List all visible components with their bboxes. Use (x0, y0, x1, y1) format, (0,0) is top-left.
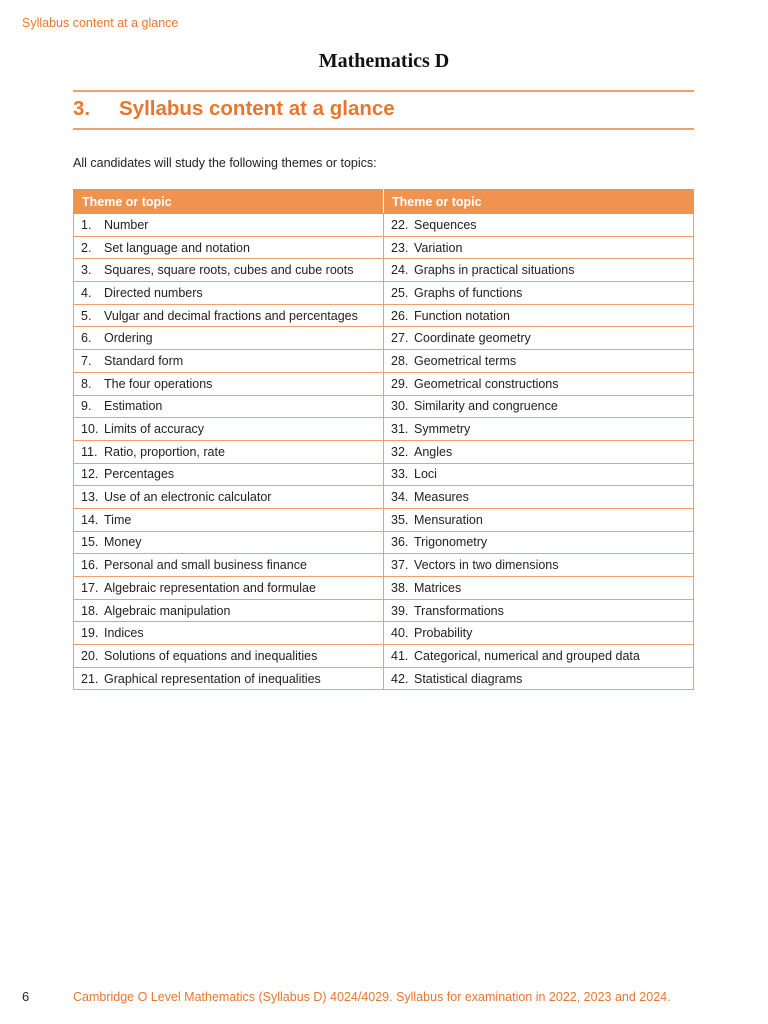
table-header-row (74, 190, 694, 214)
topic-number: 30. (391, 399, 409, 414)
page-number: 6 (22, 989, 30, 1004)
document-title: Mathematics D (318, 50, 450, 72)
topic-text: Measures (414, 490, 469, 505)
topic-text: Angles (414, 444, 453, 459)
topic-number: 12. (81, 467, 99, 482)
table-row (74, 304, 694, 327)
topic-number: 38. (391, 580, 409, 595)
table-row (74, 395, 694, 418)
topic-number: 1. (81, 217, 92, 232)
topic-cell-left (74, 418, 384, 441)
topic-cell-left (74, 486, 384, 509)
topic-text: Similarity and congruence (414, 399, 558, 414)
table-row (74, 327, 694, 350)
topic-cell-left (74, 259, 384, 282)
topic-cell-right (384, 282, 694, 305)
topic-number: 19. (81, 626, 99, 641)
topic-text: Standard form (104, 353, 184, 368)
topic-cell-left (74, 236, 384, 259)
topic-number: 15. (81, 535, 99, 550)
table-row (74, 667, 694, 690)
topic-cell-left (74, 577, 384, 600)
topic-cell-left (74, 645, 384, 668)
topic-cell-left (74, 282, 384, 305)
topic-text: Loci (414, 467, 437, 482)
topic-cell-left (74, 531, 384, 554)
topic-number: 4. (81, 285, 92, 300)
topic-number: 28. (391, 353, 409, 368)
topic-cell-right (384, 531, 694, 554)
topic-cell-left (74, 622, 384, 645)
topic-cell-left (74, 304, 384, 327)
intro-text: All candidates will study the following themes or topics: (73, 156, 377, 170)
topics-table (73, 189, 694, 690)
topic-text: Algebraic representation and formulae (104, 580, 316, 595)
table-row (74, 372, 694, 395)
topic-number: 13. (81, 490, 99, 505)
topic-number: 35. (391, 512, 409, 527)
topic-text: The four operations (104, 376, 213, 391)
table-row (74, 599, 694, 622)
running-header: Syllabus content at a glance (22, 16, 179, 30)
topic-cell-right (384, 645, 694, 668)
topic-text: Ratio, proportion, rate (104, 444, 225, 459)
table-row (74, 645, 694, 668)
topic-number: 27. (391, 331, 409, 346)
heading-bottom-rule (73, 128, 694, 130)
topic-number: 6. (81, 331, 92, 346)
topic-cell-right (384, 622, 694, 645)
topic-cell-left (74, 554, 384, 577)
table-row (74, 486, 694, 509)
topic-text: Number (104, 217, 149, 232)
table-row (74, 259, 694, 282)
topic-cell-left (74, 214, 384, 237)
topic-number: 22. (391, 217, 409, 232)
topic-number: 24. (391, 263, 409, 278)
topic-number: 34. (391, 490, 409, 505)
topic-cell-left (74, 667, 384, 690)
column-header-left: Theme or topic (74, 190, 384, 214)
topic-text: Vulgar and decimal fractions and percentages (104, 308, 358, 323)
topic-cell-right (384, 372, 694, 395)
topic-number: 14. (81, 512, 99, 527)
topic-number: 16. (81, 558, 99, 573)
section-heading (73, 97, 395, 121)
topic-number: 23. (391, 240, 409, 255)
topic-number: 39. (391, 603, 409, 618)
topic-cell-right (384, 259, 694, 282)
table-row (74, 622, 694, 645)
table-row (74, 577, 694, 600)
topic-number: 11. (81, 444, 98, 459)
heading-top-rule (73, 90, 694, 92)
topic-cell-right (384, 599, 694, 622)
topic-number: 42. (391, 671, 409, 686)
topic-text: Solutions of equations and inequalities (104, 648, 318, 663)
topic-text: Graphical representation of inequalities (104, 671, 321, 686)
topic-text: Algebraic manipulation (104, 603, 231, 618)
topic-number: 36. (391, 535, 409, 550)
topic-text: Trigonometry (414, 535, 488, 550)
topic-text: Categorical, numerical and grouped data (414, 648, 640, 663)
topic-text: Percentages (104, 467, 175, 482)
topic-cell-right (384, 463, 694, 486)
topic-cell-right (384, 554, 694, 577)
topic-text: Limits of accuracy (104, 422, 205, 437)
table-row (74, 531, 694, 554)
topic-number: 3. (81, 263, 92, 278)
topic-cell-left (74, 599, 384, 622)
topic-cell-right (384, 577, 694, 600)
table-row (74, 440, 694, 463)
topic-cell-right (384, 350, 694, 373)
topic-text: Use of an electronic calculator (104, 490, 272, 505)
topic-number: 20. (81, 648, 99, 663)
topic-number: 2. (81, 240, 92, 255)
topic-text: Function notation (414, 308, 510, 323)
topic-cell-left (74, 508, 384, 531)
table-body (74, 214, 694, 690)
topic-text: Money (104, 535, 142, 550)
topic-text: Matrices (414, 580, 462, 595)
table-row (74, 508, 694, 531)
topic-text: Geometrical constructions (414, 376, 559, 391)
topic-number: 17. (81, 580, 99, 595)
topic-number: 33. (391, 467, 409, 482)
topic-number: 31. (391, 422, 409, 437)
table-row (74, 554, 694, 577)
topic-text: Graphs in practical situations (414, 263, 575, 278)
topic-cell-left (74, 372, 384, 395)
topic-cell-right (384, 667, 694, 690)
topic-number: 25. (391, 285, 409, 300)
topic-text: Geometrical terms (414, 353, 517, 368)
topic-text: Personal and small business finance (104, 558, 307, 573)
topic-text: Indices (104, 626, 144, 641)
topic-text: Probability (414, 626, 473, 641)
section-number: 3. (73, 97, 91, 120)
topic-cell-right (384, 440, 694, 463)
topic-number: 37. (391, 558, 409, 573)
topic-cell-left (74, 395, 384, 418)
topic-cell-right (384, 508, 694, 531)
topic-text: Vectors in two dimensions (414, 558, 559, 573)
table-row (74, 236, 694, 259)
topic-text: Set language and notation (104, 240, 250, 255)
topic-number: 7. (81, 353, 92, 368)
topic-number: 21. (81, 671, 99, 686)
table-row (74, 282, 694, 305)
topic-number: 10. (81, 422, 99, 437)
topic-cell-right (384, 327, 694, 350)
topic-cell-right (384, 486, 694, 509)
topic-cell-left (74, 440, 384, 463)
topic-number: 26. (391, 308, 409, 323)
topic-number: 9. (81, 399, 92, 414)
topic-text: Coordinate geometry (414, 331, 531, 346)
topic-cell-right (384, 418, 694, 441)
table-row (74, 214, 694, 237)
topic-text: Ordering (104, 331, 153, 346)
topic-text: Time (104, 512, 132, 527)
topic-number: 18. (81, 603, 99, 618)
topic-text: Squares, square roots, cubes and cube roots (104, 263, 354, 278)
topic-text: Statistical diagrams (414, 671, 523, 686)
column-header-right: Theme or topic (384, 190, 694, 214)
topic-text: Variation (414, 240, 463, 255)
topic-number: 32. (391, 444, 409, 459)
topic-number: 40. (391, 626, 409, 641)
topic-number: 8. (81, 376, 92, 391)
topic-text: Directed numbers (104, 285, 203, 300)
topic-cell-right (384, 304, 694, 327)
topic-text: Transformations (414, 603, 504, 618)
table-row (74, 463, 694, 486)
topic-cell-right (384, 395, 694, 418)
topic-number: 5. (81, 308, 92, 323)
footer-text: Cambridge O Level Mathematics (Syllabus D) 4024/4029. Syllabus for examination in 2022, 2023 and 2024. (73, 990, 671, 1004)
topic-cell-left (74, 350, 384, 373)
table-row (74, 350, 694, 373)
topic-cell-right (384, 214, 694, 237)
topic-text: Mensuration (414, 512, 483, 527)
topic-text: Graphs of functions (414, 285, 523, 300)
topic-cell-right (384, 236, 694, 259)
topic-number: 41. (391, 648, 409, 663)
topic-text: Estimation (104, 399, 163, 414)
topic-text: Symmetry (414, 422, 471, 437)
section-title: Syllabus content at a glance (119, 97, 395, 120)
topic-cell-left (74, 463, 384, 486)
topic-text: Sequences (414, 217, 477, 232)
topic-cell-left (74, 327, 384, 350)
topic-number: 29. (391, 376, 409, 391)
table-row (74, 418, 694, 441)
